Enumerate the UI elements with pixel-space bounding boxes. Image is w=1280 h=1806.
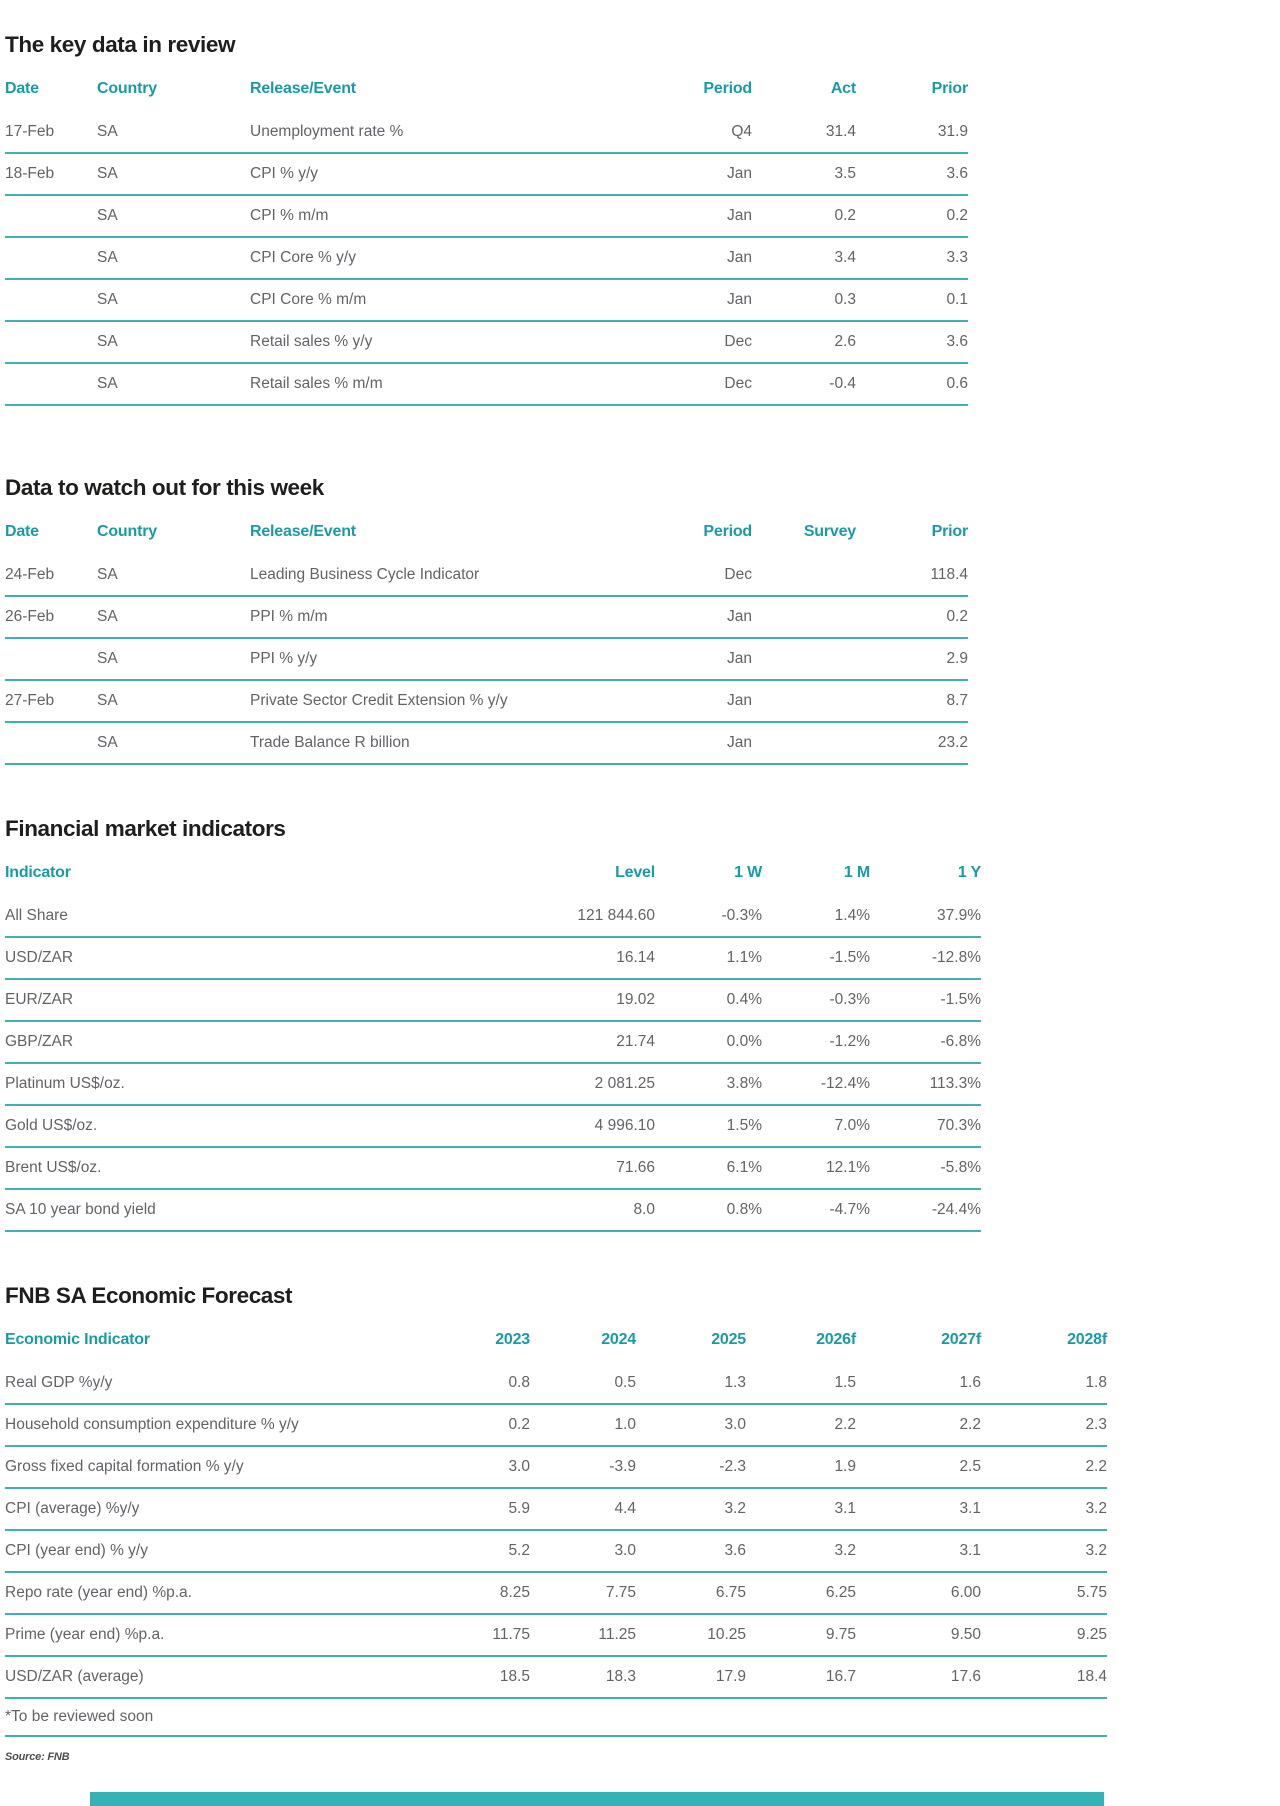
table-cell: 113.3%	[870, 1063, 981, 1105]
table-cell: Dec	[602, 363, 752, 405]
col-header-1m: 1 M	[843, 864, 870, 881]
table-cell: 3.0	[636, 1404, 746, 1446]
col-header-2024: 2024	[601, 1331, 636, 1348]
table-row	[5, 979, 981, 1021]
table-cell: 8.0	[455, 1189, 655, 1231]
table-cell: SA	[97, 722, 250, 764]
table-cell: 1.5	[746, 1362, 856, 1404]
col-header-2023: 2023	[495, 1331, 530, 1348]
table-cell: Jan	[602, 237, 752, 279]
table-cell: SA	[97, 195, 250, 237]
table-cell: SA	[97, 596, 250, 638]
table-cell: 70.3%	[870, 1105, 981, 1147]
forecast-footnote: *To be reviewed soon	[5, 1698, 1107, 1736]
table-cell: SA	[97, 680, 250, 722]
market-indicators-table	[5, 849, 981, 1232]
source-note: Source: FNB	[5, 1751, 70, 1763]
table-cell	[5, 279, 97, 321]
table-cell: 1.8	[981, 1362, 1107, 1404]
table-cell: 3.2	[981, 1488, 1107, 1530]
col-header-economic-indicator: Economic Indicator	[5, 1331, 150, 1348]
table-cell: 4.4	[530, 1488, 636, 1530]
table-row	[5, 554, 968, 596]
table-cell: 3.0	[530, 1530, 636, 1572]
col-header-release-event: Release/Event	[250, 523, 356, 540]
table-cell	[5, 363, 97, 405]
table-row	[5, 638, 968, 680]
table-row	[5, 195, 968, 237]
table-cell: 3.3	[856, 237, 968, 279]
table-cell: 1.4%	[762, 895, 870, 937]
table-cell: 0.2	[856, 195, 968, 237]
table-cell: Dec	[602, 321, 752, 363]
table-row	[5, 937, 981, 979]
table-cell: 0.4%	[655, 979, 762, 1021]
table-cell: 2.9	[856, 638, 968, 680]
table-cell: 3.0	[425, 1446, 530, 1488]
economic-forecast-title: FNB SA Economic Forecast	[5, 1283, 293, 1308]
table-cell: Retail sales % y/y	[250, 321, 602, 363]
table-cell: -1.5%	[762, 937, 870, 979]
table-cell	[752, 680, 856, 722]
table-cell: CPI Core % y/y	[250, 237, 602, 279]
table-cell: SA	[97, 638, 250, 680]
table-cell: 6.25	[746, 1572, 856, 1614]
section-watch-week	[5, 476, 1280, 765]
table-cell: -12.8%	[870, 937, 981, 979]
table-cell: 0.0%	[655, 1021, 762, 1063]
table-cell: 3.5	[752, 153, 856, 195]
table-row	[5, 895, 981, 937]
table-cell: CPI (year end) % y/y	[5, 1530, 425, 1572]
table-cell: Household consumption expenditure % y/y	[5, 1404, 425, 1446]
table-cell: 26-Feb	[5, 596, 97, 638]
table-cell: 9.50	[856, 1614, 981, 1656]
table-cell	[752, 596, 856, 638]
table-cell: 8.25	[425, 1572, 530, 1614]
table-cell: -6.8%	[870, 1021, 981, 1063]
table-cell: 3.8%	[655, 1063, 762, 1105]
col-header-1w: 1 W	[734, 864, 762, 881]
table-cell: SA	[97, 111, 250, 153]
section-key-data	[5, 33, 1280, 406]
table-cell: SA	[97, 363, 250, 405]
table-cell: 1.6	[856, 1362, 981, 1404]
table-row	[5, 722, 968, 764]
table-cell: 18.5	[425, 1656, 530, 1698]
table-cell	[5, 638, 97, 680]
table-row	[5, 153, 968, 195]
table-cell: 7.0%	[762, 1105, 870, 1147]
table-cell: Trade Balance R billion	[250, 722, 602, 764]
table-row	[5, 1147, 981, 1189]
table-cell: 1.3	[636, 1362, 746, 1404]
table-cell: 2.6	[752, 321, 856, 363]
table-cell: 31.9	[856, 111, 968, 153]
table-cell: Private Sector Credit Extension % y/y	[250, 680, 602, 722]
table-cell	[752, 638, 856, 680]
table-cell: 6.75	[636, 1572, 746, 1614]
table-cell: 17.9	[636, 1656, 746, 1698]
table-cell: SA	[97, 153, 250, 195]
table-cell: Jan	[602, 195, 752, 237]
table-cell: SA	[97, 279, 250, 321]
table-cell: CPI Core % m/m	[250, 279, 602, 321]
table-cell: Platinum US$/oz.	[5, 1063, 455, 1105]
table-row	[5, 1572, 1107, 1614]
table-cell: Jan	[602, 638, 752, 680]
table-cell: 18.4	[981, 1656, 1107, 1698]
table-cell: Jan	[602, 279, 752, 321]
key-data-title: The key data in review	[5, 32, 236, 57]
table-cell: PPI % m/m	[250, 596, 602, 638]
col-header-2028f: 2028f	[1067, 1331, 1107, 1348]
table-cell: Jan	[602, 153, 752, 195]
col-header-release-event: Release/Event	[250, 80, 356, 97]
col-header-date: Date	[5, 523, 39, 540]
table-cell: 2.2	[746, 1404, 856, 1446]
table-cell	[5, 321, 97, 363]
table-cell: 3.4	[752, 237, 856, 279]
table-cell	[752, 722, 856, 764]
col-header-prior: Prior	[931, 80, 968, 97]
table-row	[5, 1105, 981, 1147]
watch-week-table	[5, 508, 968, 765]
table-cell: Jan	[602, 722, 752, 764]
table-cell: 24-Feb	[5, 554, 97, 596]
table-cell: 2.5	[856, 1446, 981, 1488]
col-header-period: Period	[703, 80, 752, 97]
table-cell: 0.2	[856, 596, 968, 638]
table-cell: 37.9%	[870, 895, 981, 937]
col-header-level: Level	[615, 864, 655, 881]
table-cell: 71.66	[455, 1147, 655, 1189]
table-cell: 1.5%	[655, 1105, 762, 1147]
col-header-survey: Survey	[803, 523, 856, 540]
table-cell: 19.02	[455, 979, 655, 1021]
table-cell: 2.2	[981, 1446, 1107, 1488]
forecast-footnote-row	[5, 1698, 1107, 1736]
table-row	[5, 1614, 1107, 1656]
table-cell: 0.2	[425, 1404, 530, 1446]
table-cell: Real GDP %y/y	[5, 1362, 425, 1404]
table-cell: -0.4	[752, 363, 856, 405]
table-cell: 11.75	[425, 1614, 530, 1656]
key-data-table	[5, 65, 968, 406]
table-cell: USD/ZAR	[5, 937, 455, 979]
table-cell: -1.5%	[870, 979, 981, 1021]
table-cell: 3.2	[636, 1488, 746, 1530]
table-cell: 8.7	[856, 680, 968, 722]
table-cell: -0.3%	[762, 979, 870, 1021]
table-cell: -0.3%	[655, 895, 762, 937]
table-row	[5, 1189, 981, 1231]
table-cell: 5.9	[425, 1488, 530, 1530]
table-cell: Retail sales % m/m	[250, 363, 602, 405]
table-cell: -1.2%	[762, 1021, 870, 1063]
table-cell: 1.9	[746, 1446, 856, 1488]
table-cell: EUR/ZAR	[5, 979, 455, 1021]
table-cell: 3.1	[856, 1530, 981, 1572]
table-cell: 9.25	[981, 1614, 1107, 1656]
table-row	[5, 1656, 1107, 1698]
table-cell: Repo rate (year end) %p.a.	[5, 1572, 425, 1614]
table-row	[5, 1404, 1107, 1446]
table-cell: 27-Feb	[5, 680, 97, 722]
table-cell: 0.1	[856, 279, 968, 321]
key-data-header-row	[5, 65, 968, 111]
table-cell: 18.3	[530, 1656, 636, 1698]
table-row	[5, 1446, 1107, 1488]
table-cell: -24.4%	[870, 1189, 981, 1231]
watch-week-header-row	[5, 508, 968, 554]
table-row	[5, 596, 968, 638]
table-cell: 0.8	[425, 1362, 530, 1404]
col-header-2027f: 2027f	[941, 1331, 981, 1348]
table-cell: 2.2	[856, 1404, 981, 1446]
table-cell: -3.9	[530, 1446, 636, 1488]
table-cell: 12.1%	[762, 1147, 870, 1189]
table-cell: -12.4%	[762, 1063, 870, 1105]
table-row	[5, 1063, 981, 1105]
table-cell	[5, 237, 97, 279]
table-cell: 16.14	[455, 937, 655, 979]
table-cell: 1.0	[530, 1404, 636, 1446]
table-cell	[5, 195, 97, 237]
table-cell: 2.3	[981, 1404, 1107, 1446]
table-cell: CPI % m/m	[250, 195, 602, 237]
col-header-1y: 1 Y	[957, 864, 981, 881]
table-cell: 0.5	[530, 1362, 636, 1404]
table-row	[5, 1362, 1107, 1404]
table-cell: -2.3	[636, 1446, 746, 1488]
table-cell: Prime (year end) %p.a.	[5, 1614, 425, 1656]
table-cell: 3.2	[746, 1530, 856, 1572]
table-cell: 17.6	[856, 1656, 981, 1698]
table-row	[5, 363, 968, 405]
table-cell: 3.6	[856, 153, 968, 195]
col-header-indicator: Indicator	[5, 864, 71, 881]
col-header-country: Country	[97, 80, 157, 97]
table-cell: Gross fixed capital formation % y/y	[5, 1446, 425, 1488]
table-cell: 0.8%	[655, 1189, 762, 1231]
table-cell: CPI (average) %y/y	[5, 1488, 425, 1530]
table-cell: 0.3	[752, 279, 856, 321]
table-cell: Gold US$/oz.	[5, 1105, 455, 1147]
table-cell: PPI % y/y	[250, 638, 602, 680]
table-cell: -5.8%	[870, 1147, 981, 1189]
table-row	[5, 680, 968, 722]
table-cell: 118.4	[856, 554, 968, 596]
table-cell: Unemployment rate %	[250, 111, 602, 153]
table-cell: -4.7%	[762, 1189, 870, 1231]
table-cell: Jan	[602, 596, 752, 638]
table-cell: All Share	[5, 895, 455, 937]
col-header-country: Country	[97, 523, 157, 540]
table-row	[5, 1021, 981, 1063]
watch-week-title: Data to watch out for this week	[5, 475, 324, 500]
table-cell: 9.75	[746, 1614, 856, 1656]
table-cell	[752, 554, 856, 596]
table-cell: SA 10 year bond yield	[5, 1189, 455, 1231]
table-cell: 3.6	[636, 1530, 746, 1572]
table-row	[5, 1530, 1107, 1572]
table-cell: CPI % y/y	[250, 153, 602, 195]
table-cell: 3.2	[981, 1530, 1107, 1572]
table-cell: 4 996.10	[455, 1105, 655, 1147]
table-cell: SA	[97, 554, 250, 596]
table-cell: 23.2	[856, 722, 968, 764]
section-economic-forecast	[5, 1284, 1280, 1737]
table-row	[5, 111, 968, 153]
table-cell: 17-Feb	[5, 111, 97, 153]
table-cell: Q4	[602, 111, 752, 153]
table-cell: 21.74	[455, 1021, 655, 1063]
table-row	[5, 1488, 1107, 1530]
table-cell: 10.25	[636, 1614, 746, 1656]
footer-accent-bar	[90, 1792, 1104, 1806]
table-cell: 5.2	[425, 1530, 530, 1572]
table-cell: 6.1%	[655, 1147, 762, 1189]
col-header-prior: Prior	[931, 523, 968, 540]
table-cell: 6.00	[856, 1572, 981, 1614]
col-header-2026f: 2026f	[816, 1331, 856, 1348]
table-cell: 1.1%	[655, 937, 762, 979]
col-header-date: Date	[5, 80, 39, 97]
table-cell: SA	[97, 321, 250, 363]
col-header-act: Act	[830, 80, 856, 97]
table-row	[5, 279, 968, 321]
table-cell: Jan	[602, 680, 752, 722]
col-header-period: Period	[703, 523, 752, 540]
col-header-2025: 2025	[711, 1331, 746, 1348]
table-cell: 2 081.25	[455, 1063, 655, 1105]
table-cell: SA	[97, 237, 250, 279]
market-indicators-title: Financial market indicators	[5, 816, 286, 841]
table-cell: 121 844.60	[455, 895, 655, 937]
table-cell: 5.75	[981, 1572, 1107, 1614]
table-cell: 3.1	[746, 1488, 856, 1530]
table-cell: 18-Feb	[5, 153, 97, 195]
table-cell: 16.7	[746, 1656, 856, 1698]
table-cell: 0.2	[752, 195, 856, 237]
forecast-header-row	[5, 1316, 1107, 1362]
table-cell: 3.1	[856, 1488, 981, 1530]
table-cell: Leading Business Cycle Indicator	[250, 554, 602, 596]
table-cell	[5, 722, 97, 764]
table-cell: Dec	[602, 554, 752, 596]
table-cell: USD/ZAR (average)	[5, 1656, 425, 1698]
table-cell: Brent US$/oz.	[5, 1147, 455, 1189]
table-cell: 31.4	[752, 111, 856, 153]
table-cell: 11.25	[530, 1614, 636, 1656]
table-cell: 0.6	[856, 363, 968, 405]
table-row	[5, 237, 968, 279]
table-cell: GBP/ZAR	[5, 1021, 455, 1063]
section-market-indicators	[5, 817, 1280, 1232]
table-row	[5, 321, 968, 363]
economic-forecast-table	[5, 1316, 1107, 1737]
market-header-row	[5, 849, 981, 895]
table-cell: 7.75	[530, 1572, 636, 1614]
table-cell: 3.6	[856, 321, 968, 363]
